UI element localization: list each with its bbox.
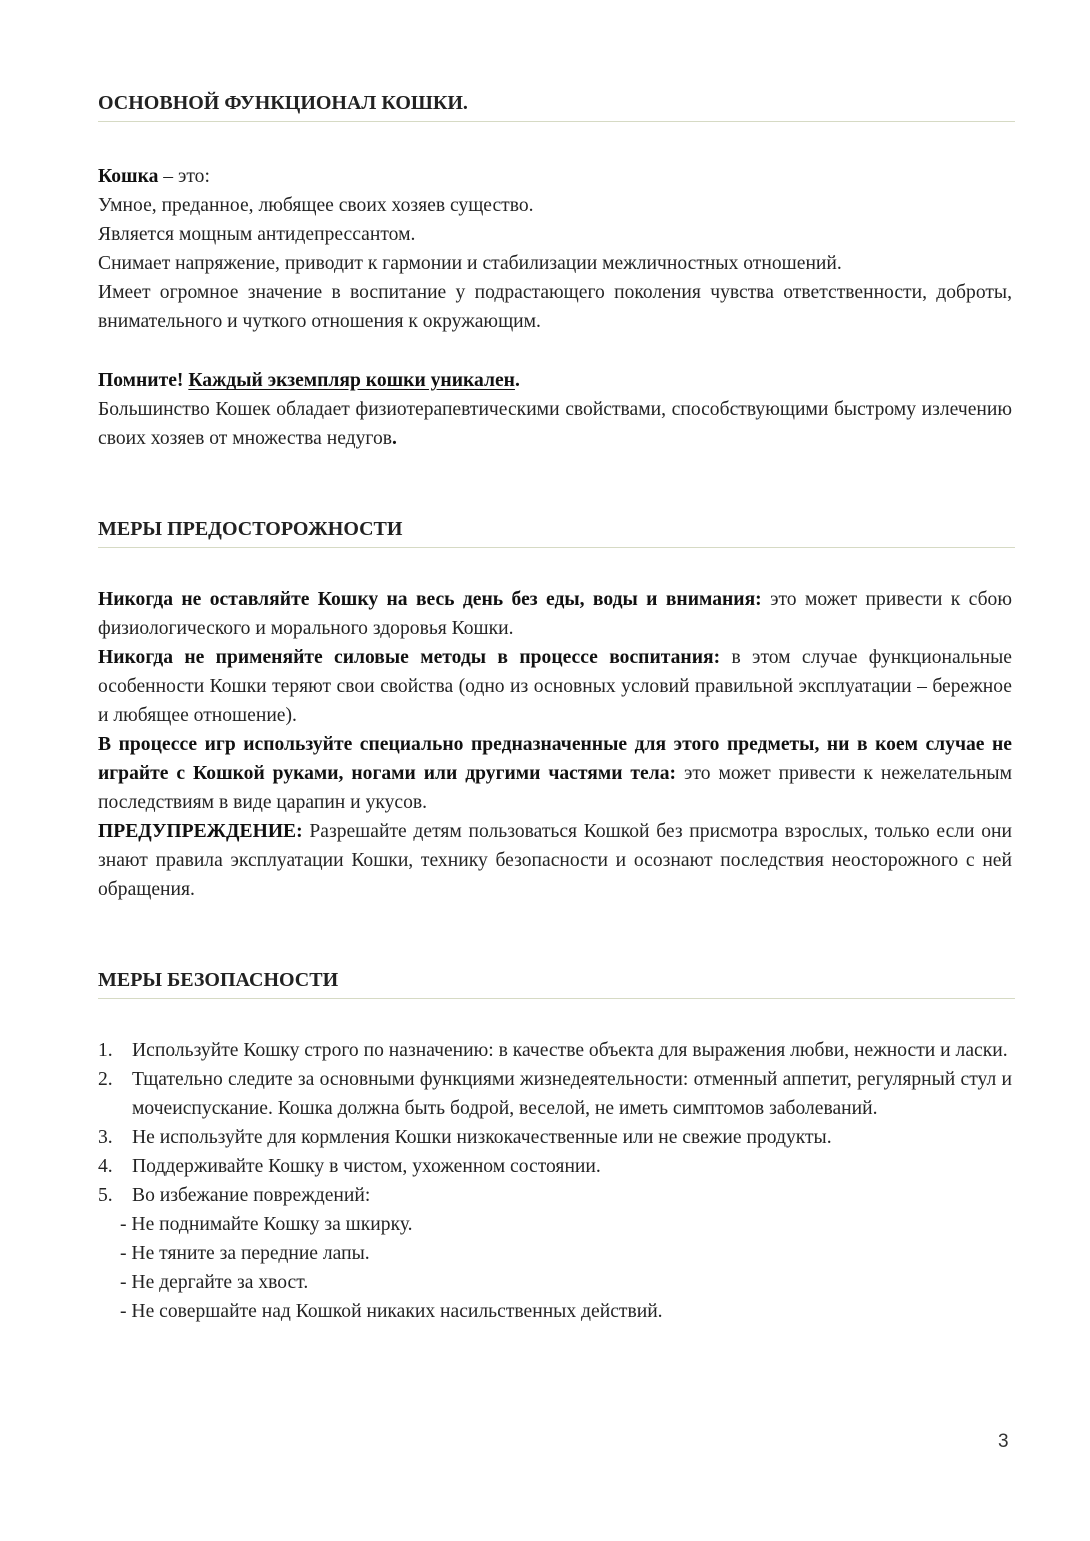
safety-subitem: - Не совершайте над Кошкой никаких насильственных действий. <box>120 1301 663 1322</box>
functional-line: Снимает напряжение, приводит к гармонии и стабилизации межличностных отношений. <box>98 253 842 274</box>
intro-rest: – это: <box>158 166 210 187</box>
safety-item <box>98 1036 1012 1065</box>
remember-emphasis: Каждый экземпляр кошки уникален <box>188 370 515 391</box>
item-text: Используйте Кошку строго по назначению: в качестве объекта для выражения любви, нежности и ласки. <box>132 1040 1008 1061</box>
therapy-period: . <box>392 428 397 449</box>
item-text: Поддерживайте Кошку в чистом, ухоженном состоянии. <box>132 1156 601 1177</box>
item-text: Тщательно следите за основными функциями жизнедеятельности: отменный аппетит, регулярный стул и мочеиспускание. Кошка должна быть бодрой, веселой, не иметь симптомов заболеваний. <box>132 1069 1012 1119</box>
precaution-item <box>98 730 1012 817</box>
safety-subitem: - Не тяните за передние лапы. <box>120 1243 370 1264</box>
section-heading-safety: МЕРЫ БЕЗОПАСНОСТИ <box>98 968 1015 999</box>
intro-term: Кошка <box>98 166 159 187</box>
item-text: Не используйте для кормления Кошки низкокачественные или не свежие продукты. <box>132 1127 832 1148</box>
section-heading-functional: ОСНОВНОЙ ФУНКЦИОНАЛ КОШКИ. <box>98 91 1015 122</box>
safety-item <box>98 1152 1012 1181</box>
functional-line: Является мощным антидепрессантом. <box>98 224 416 245</box>
remember-block <box>98 366 1012 453</box>
precaution-bold: Никогда не применяйте силовые методы в процессе воспитания: <box>98 647 721 668</box>
precaution-bold: В процессе игр используйте специально предназначенные для этого предметы, ни в коем случае не играйте с Кошкой руками, ногами или другими частями тела: <box>98 734 1012 784</box>
precaution-text: это может привести к сбою физиологического и морального здоровья Кошки. <box>98 589 1012 639</box>
warning-item <box>98 817 1012 904</box>
safety-item <box>98 1123 1012 1152</box>
item-number: 5. <box>98 1185 113 1206</box>
item-number: 3. <box>98 1127 113 1148</box>
item-number: 4. <box>98 1156 113 1177</box>
functional-line: Имеет огромное значение в воспитание у подрастающего поколения чувства ответственности, доброты, внимательного и чуткого отношения к окружающим. <box>98 282 1012 332</box>
precaution-text: в этом случае функциональные особенности Кошки теряют свои свойства (одно из основных условий правильной эксплуатации – бережное и любящее отношение). <box>98 647 1012 726</box>
precaution-item <box>98 643 1012 730</box>
safety-item <box>98 1181 1012 1210</box>
safety-item <box>98 1065 1012 1123</box>
section-heading-precautions: МЕРЫ ПРЕДОСТОРОЖНОСТИ <box>98 517 1015 548</box>
warning-text: Разрешайте детям пользоваться Кошкой без присмотра взрослых, только если они знают правила эксплуатации Кошки, технику безопасности и осознают последствия неосторожного с ней обращения. <box>98 821 1012 900</box>
therapy-text: Большинство Кошек обладает физиотерапевтическими свойствами, способствующими быстрому излечению своих хозяев от множества недугов <box>98 399 1012 449</box>
precautions-body <box>98 585 1012 904</box>
item-text: Во избежание повреждений: <box>132 1185 371 1206</box>
safety-subitem: - Не дергайте за хвост. <box>120 1272 309 1293</box>
remember-period: . <box>514 370 520 391</box>
item-number: 2. <box>98 1069 113 1090</box>
item-number: 1. <box>98 1040 113 1061</box>
remember-label: Помните! <box>98 370 189 391</box>
functional-body <box>98 162 1012 336</box>
remember-line <box>98 366 1012 395</box>
precaution-item <box>98 585 1012 643</box>
warning-label: ПРЕДУПРЕЖДЕНИЕ: <box>98 821 303 842</box>
safety-list <box>98 1036 1012 1210</box>
precaution-bold: Никогда не оставляйте Кошку на весь день без еды, воды и внимания: <box>98 589 762 610</box>
intro-line <box>98 162 1012 191</box>
precaution-text: это может привести к нежелательным последствиям в виде царапин и укусов. <box>98 763 1012 813</box>
functional-line: Умное, преданное, любящее своих хозяев существо. <box>98 195 534 216</box>
safety-body <box>98 1036 1012 1326</box>
therapy-paragraph <box>98 395 1012 453</box>
safety-subitem: - Не поднимайте Кошку за шкирку. <box>120 1214 413 1235</box>
page-number: 3 <box>998 1431 1009 1452</box>
